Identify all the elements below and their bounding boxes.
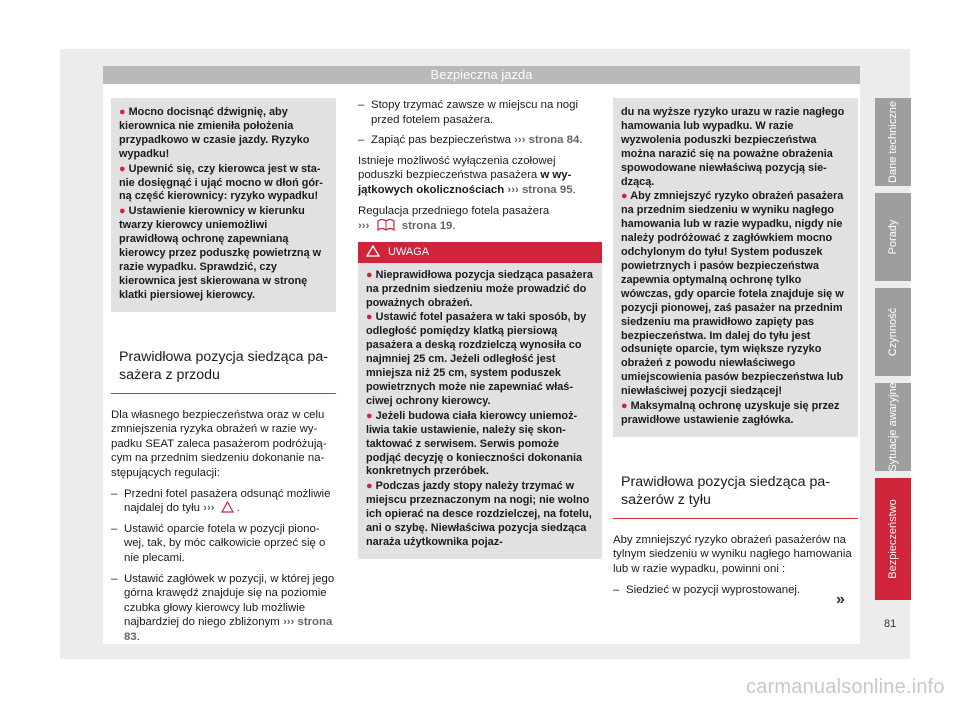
tab-czynnosc[interactable]: Czynność (875, 288, 911, 376)
section-title-rear-passengers: Prawidłowa pozycja siedząca pasażerów z tyłu (613, 459, 858, 519)
chapter-tabs (875, 98, 911, 607)
warning-header: UWAGA (358, 242, 602, 263)
list-item: – Ustawić zagłówek w pozycji, w której jego górna krawędź znajduje się na poziomie czubka głowy kierowcy lub możliwie najbardziej do niego zbliżonym ››› strona 83. (111, 572, 336, 645)
tab-sytuacje-awaryjne[interactable]: Sytuacje awaryjne (875, 383, 911, 471)
continue-mark: » (836, 591, 845, 608)
tab-porady[interactable]: Porady (875, 193, 911, 281)
cross-reference-link[interactable]: ››› strona 95 (507, 183, 573, 196)
page-header: Bezpieczna jazda (103, 66, 860, 84)
watermark: carmanualsonline.info (746, 676, 945, 698)
list-item: – Siedzieć w pozycji wyprostowanej. (613, 583, 858, 598)
warning-bullet: ● Upewnić się, czy kierowca jest w stanie dosięgnąć i ująć mocno w dłoń górną część kierownicy: ryzyko wypadku! (119, 162, 323, 203)
intro-paragraph: Aby zmniejszyć ryzyko obrażeń pasażerów na tylnym siedzeniu w wyniku nagłego hamowania lub w razie wypadku, powinni oni : (613, 533, 852, 576)
warning-paragraph: du na wyższe ryzyko urazu w razie nagłego hamowania lub wypadku. W razie wyzwolenia poduszki bezpieczeństwa można narazić się na poważne obrażenia spowodowane niewłaściwą pozycją siedzącą. (621, 106, 845, 188)
intro-paragraph: Dla własnego bezpieczeństwa oraz w celu zmniejszenia ryzyka obrażeń w razie wypadku SEAT zaleca pasażerom podróżującym na przednim siedzeniu dokonanie następujących regulacji: (111, 408, 327, 480)
warning-continuation-box (613, 98, 858, 437)
list-item: – Stopy trzymać zawsze w miejscu na nogi przed fotelem pasażera. (358, 98, 602, 127)
cross-reference-link[interactable]: ››› strona 83 (124, 616, 333, 643)
airbag-paragraph: Istnieje możliwość wyłączenia czołowej poduszki bezpieczeństwa pasażera w wyjątkowych okolicznościach ››› strona 95. (358, 154, 576, 196)
list-item: – Zapiąć pas bezpieczeństwa ››› strona 84. (358, 133, 602, 148)
tab-bezpieczenstwo[interactable]: Bezpieczeństwo (875, 478, 911, 600)
warning-bullet: ● Podczas jazdy stopy należy trzymać w miejscu przeznaczonym na nogi; nie wolno ich opierać na desce rozdzielczej, na fotelu, ani o szybę. Niewłaściwa pozycja siedząca naraża użytkownika pojaz- (366, 480, 592, 548)
warning-triangle-icon (366, 245, 380, 257)
warning-triangle-icon (221, 501, 234, 513)
warning-bullet: ● Ustawić fotel pasażera w taki sposób, by odległość pomiędzy klatką piersiową pasażera a deską rozdzielczą wynosiła co najmniej 25 cm. Jeżeli odległość jest mniejsza niż 25 cm, system poduszek powietrznych może nie zapewniać właściwej ochrony kierowcy. (366, 311, 587, 407)
warning-bullet: ● Ustawienie kierownicy w kierunku twarzy kierowcy uniemożliwi prawidłową ochronę zapewnianą kierowcy przez poduszkę powietrzną w razie wypadku. Sprawdzić, czy kierownica jest skierowana w stronę klatki piersiowej kierowcy. (119, 205, 322, 301)
warning-bullet: ● Jeżeli budowa ciała kierowcy uniemożliwia takie ustawienie, należy się skontaktować z serwisem. Serwis pomoże podjąć decyzję o konieczności dokonania konkretnych przeróbek. (366, 409, 583, 478)
warning-bullet: ● Nieprawidłowa pozycja siedząca pasażera na przednim siedzeniu może prowadzić do poważnych obrażeń. (366, 268, 593, 309)
column-3 (613, 98, 858, 603)
cross-reference-link[interactable]: ››› strona 84 (514, 134, 580, 147)
column-2 (358, 98, 602, 559)
cross-reference-arrow[interactable]: ››› (358, 220, 370, 233)
cross-reference-link[interactable]: ››› (203, 502, 215, 515)
warning-bullet: ● Mocno docisnąć dźwignię, aby kierownica nie zmieniła położenia przypadkowo w czasie jazdy. Ryzyko wypadku! (119, 106, 310, 160)
list-item: – Ustawić oparcie fotela w pozycji pionowej, tak, by móc całkowicie oprzeć się o nie plecami. (111, 522, 336, 566)
column-1 (111, 98, 336, 651)
cross-reference-link[interactable]: strona 19 (401, 220, 453, 233)
tab-dane-techniczne[interactable]: Dane techniczne (875, 98, 911, 186)
warning-bullet: ● Aby zmniejszyć ryzyko obrażeń pasażera na przednim siedzeniu w wyniku nagłego hamowania lub w razie wypadku, nigdy nie należy podróżować z zagłówkiem mocno odchylonym do tyłu! System poduszek powietrznych i pasów bezpieczeństwa zapewnia optymalną ochronę tylko wówczas, gdy oparcie fotela znajduje się w pozycji pionowej, zaś pasażer na przednim siedzeniu ma prawidłowo zapięty pas bezpieczeństwa. Im dalej do tyłu jest odsunięte oparcie, tym większe ryzyko obrażeń z powodu niewłaściwego umiejscowienia pasów bezpieczeństwa lub niewłaściwej pozycji siedzącej! (621, 190, 844, 398)
list-item: – Przedni fotel pasażera odsunąć możliwie najdalej do tyłu ››› . (111, 487, 336, 516)
book-icon (376, 218, 396, 231)
regulation-paragraph: Regulacja przedniego fotela pasażera ››› strona 19. (358, 204, 550, 233)
section-title-front-passenger: Prawidłowa pozycja siedząca pasażera z przodu (111, 334, 336, 394)
warning-body (358, 263, 602, 559)
warning-bullet: ● Maksymalną ochronę uzyskuje się przez prawidłowe ustawienie zagłówka. (621, 400, 840, 426)
warning-continuation-box (111, 98, 336, 312)
page-number: 81 (884, 618, 897, 630)
